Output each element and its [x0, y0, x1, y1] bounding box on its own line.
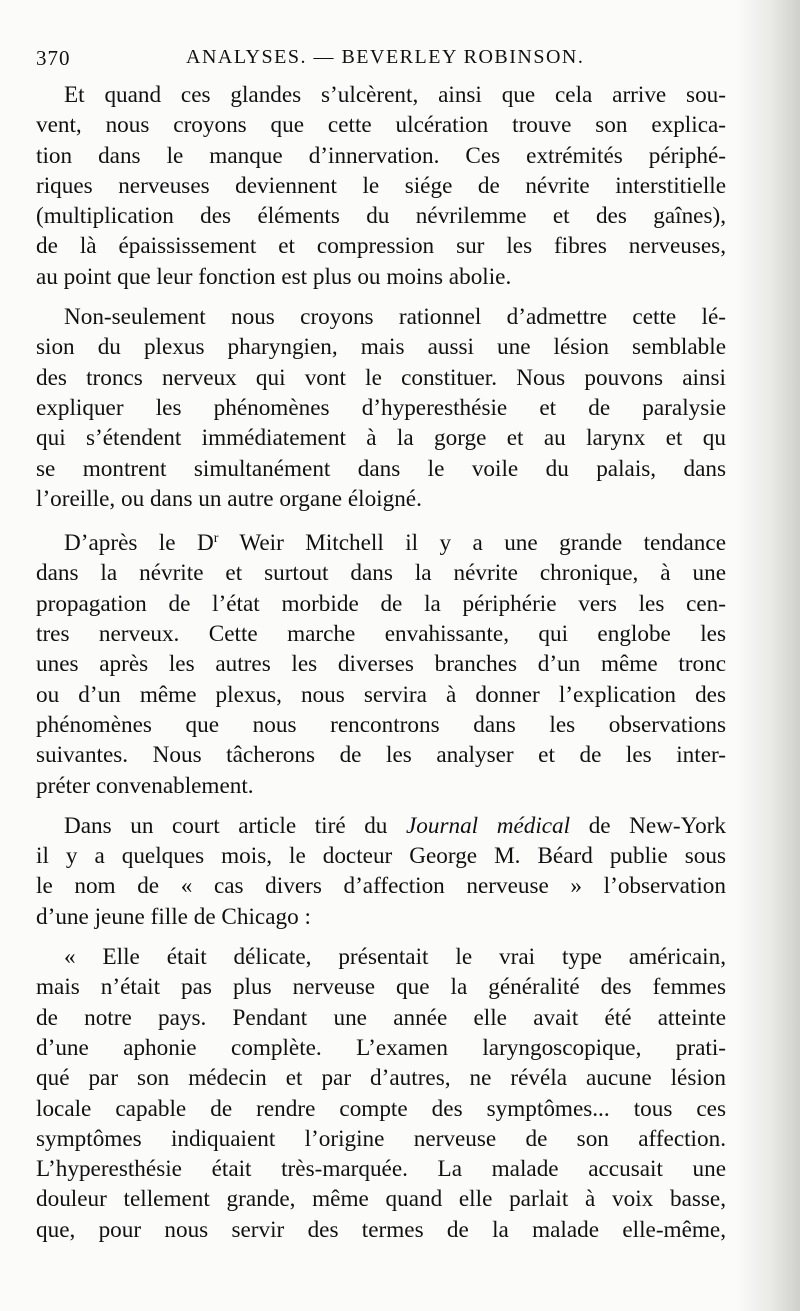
text-line: « Elle était délicate, présentait le vrai type américain, [64, 944, 726, 971]
text-fragment: D’après le D [64, 530, 214, 557]
text-line: l’oreille, ou dans un autre organe éloigné. [36, 485, 422, 512]
text-line: qui s’étendent immédiatement à la gorge et au larynx et qu [36, 425, 726, 452]
text-line: de là épaississement et compression sur les fibres nerveuses, [36, 233, 726, 260]
paragraph-4 [36, 811, 726, 932]
text-line: ou d’un même plexus, nous servira à donner l’explication des [36, 681, 726, 708]
text-fragment: Dans un court article tiré du [64, 812, 406, 839]
text-line: propagation de l’état morbide de la périphérie vers les cen- [36, 590, 726, 617]
page-edge-shadow [736, 0, 800, 1311]
text-line: suivantes. Nous tâcherons de les analyser et de les inter- [36, 742, 726, 769]
running-header [36, 36, 728, 80]
text-line: préter convenablement. [36, 772, 254, 799]
text-line: des troncs nerveux qui vont le constituer. Nous pouvons ainsi [36, 364, 726, 391]
text-line: locale capable de rendre compte des symptômes... tous ces [36, 1095, 726, 1122]
text-line: expliquer les phénomènes d’hyperesthésie et de paralysie [36, 394, 726, 421]
text-line: L’hyperesthésie était très-marquée. La malade accusait une [36, 1156, 726, 1183]
paragraph-5 [36, 942, 726, 1245]
text-line: dans la névrite et surtout dans la névrite chronique, à une [36, 560, 726, 587]
running-title: ANALYSES. — BEVERLEY ROBINSON. [186, 46, 585, 68]
text-line: au point que leur fonction est plus ou moins abolie. [36, 263, 512, 290]
text-line: d’une aphonie complète. L’examen laryngoscopique, prati- [36, 1034, 726, 1061]
text-line: de notre pays. Pendant une année elle avait été atteinte [36, 1004, 726, 1031]
text-line: vent, nous croyons que cette ulcération trouve son explica- [36, 112, 726, 139]
text-line: d’une jeune fille de Chicago : [36, 903, 311, 930]
text-line: qué par son médecin et par d’autres, ne révéla aucune lésion [36, 1065, 726, 1092]
text-line: le nom de « cas divers d’affection nerveuse » l’observation [36, 873, 726, 900]
paragraph-1 [36, 80, 726, 292]
text-line: sion du plexus pharyngien, mais aussi une lésion semblable [36, 334, 726, 361]
text-line: se montrent simultanément dans le voile du palais, dans [36, 455, 726, 482]
superscript: r [213, 531, 219, 547]
paragraph-3 [36, 524, 726, 801]
text-line: Non-seulement nous croyons rationnel d’admettre cette lé- [64, 304, 726, 331]
text-line: mais n’était pas plus nerveuse que la généralité des femmes [36, 974, 726, 1001]
text-line: tres nerveux. Cette marche envahissante, qui englobe les [36, 621, 726, 648]
text-line: douleur tellement grande, même quand elle parlait à voix basse, [36, 1186, 726, 1213]
text-line: que, pour nous servir des termes de la malade elle-même, [36, 1216, 726, 1243]
text-line: unes après les autres les diverses branches d’un même tronc [36, 651, 726, 678]
text-line [36, 524, 726, 558]
text-line: (multiplication des éléments du névrilemme et des gaînes), [36, 203, 726, 230]
journal-title: Journal médical [405, 812, 571, 839]
text-line: symptômes indiquaient l’origine nerveuse de son affection. [36, 1125, 726, 1152]
text-line: tion dans le manque d’innervation. Ces extrémités périphé- [36, 142, 726, 169]
text-line: riques nerveuses deviennent le siége de névrite interstitielle [36, 172, 726, 199]
text-fragment: Weir Mitchell il y a une grande tendance [218, 530, 726, 557]
page-number: 370 [36, 46, 71, 70]
text-line [36, 811, 726, 841]
text-line: il y a quelques mois, le docteur George M. Béard publie sous [36, 843, 726, 870]
paragraph-2 [36, 302, 726, 514]
text-line: Et quand ces glandes s’ulcèrent, ainsi que cela arrive sou- [64, 82, 726, 108]
text-line: phénomènes que nous rencontrons dans les observations [36, 711, 726, 738]
text-fragment: de New-York [570, 812, 726, 839]
